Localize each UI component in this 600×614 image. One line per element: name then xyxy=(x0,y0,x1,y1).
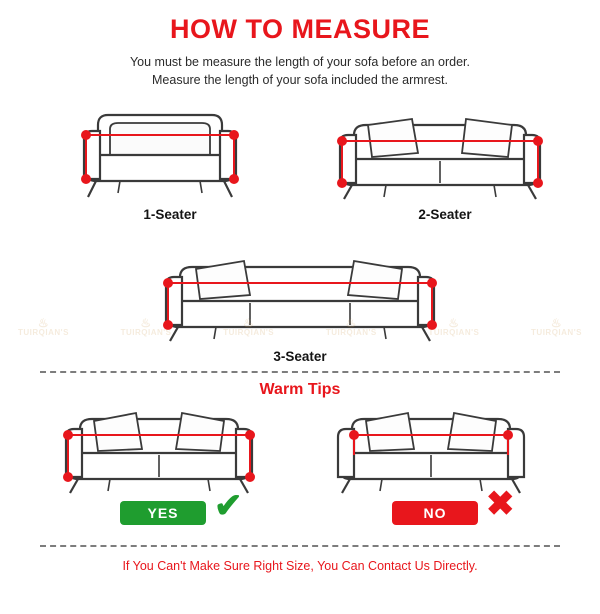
cross-icon: ✖ xyxy=(486,485,515,523)
warm-tips-heading: Warm Tips xyxy=(259,381,341,398)
footer-note: If You Can't Make Sure Right Size, You Can Contact Us Directly. xyxy=(122,559,478,573)
divider-top xyxy=(40,371,560,373)
sofa-card-1-seater xyxy=(60,95,280,222)
divider-bottom xyxy=(40,545,560,547)
tip-card-no xyxy=(320,401,550,531)
badge-no: NO xyxy=(392,501,478,525)
watermark: ♨ TUIRQIAN'S xyxy=(120,316,172,337)
page-title: HOW TO MEASURE xyxy=(169,14,430,44)
flame-icon: ♨ xyxy=(37,316,50,330)
sofa-illustration-2-seater xyxy=(320,95,560,205)
check-icon: ✔ xyxy=(214,487,243,525)
watermark: ♨ TUIRQIAN'S xyxy=(428,316,480,337)
sofa-label-3-seater: 3-Seater xyxy=(273,349,327,364)
tip-card-yes xyxy=(48,401,278,531)
watermark: ♨ TUIRQIAN'S xyxy=(18,316,69,337)
watermark: ♨ TUIRQIAN'S xyxy=(325,316,377,337)
sofa-illustration-3-seater xyxy=(140,235,460,347)
badge-yes: YES xyxy=(120,501,206,525)
sofa-label-2-seater: 2-Seater xyxy=(418,207,472,222)
watermark: ♨ TUIRQIAN'S xyxy=(223,316,275,337)
sofa-illustration-1-seater xyxy=(60,95,260,205)
subtitle-line-2: Measure the length of your sofa included the armrest. xyxy=(152,73,448,87)
flame-icon: ♨ xyxy=(140,316,152,330)
subtitle-line-1: You must be measure the length of your sofa before an order. xyxy=(129,55,471,69)
page-subtitle xyxy=(40,53,560,89)
flame-icon: ♨ xyxy=(345,316,357,330)
sofa-row-top xyxy=(0,95,600,235)
tips-row xyxy=(0,401,600,541)
flame-icon: ♨ xyxy=(243,316,255,330)
watermark: ♨ TUIRQIAN'S xyxy=(531,316,582,337)
sofa-illustration-correct xyxy=(48,401,268,501)
flame-icon: ♨ xyxy=(448,316,460,330)
sofa-row-middle xyxy=(0,235,600,365)
sofa-label-1-seater: 1-Seater xyxy=(143,207,197,222)
sofa-card-2-seater xyxy=(320,95,570,222)
infographic-page xyxy=(0,14,600,614)
flame-icon: ♨ xyxy=(550,316,563,330)
